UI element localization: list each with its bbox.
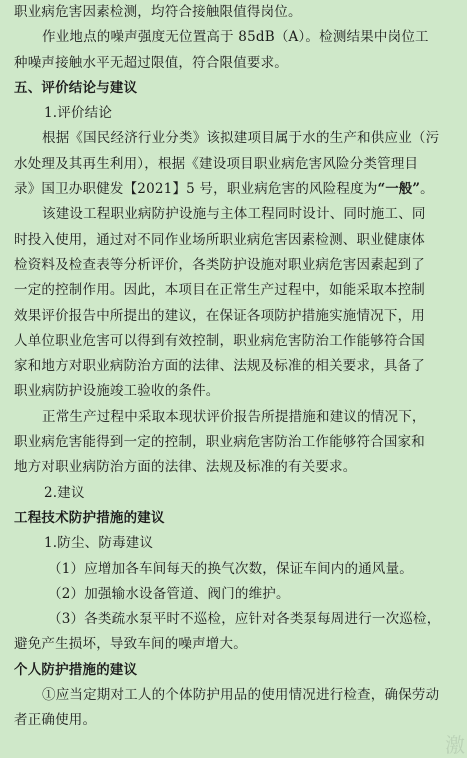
list-item: （3）各类疏水泵平时不巡检，应针对各类泵每周进行一次巡检， bbox=[48, 611, 441, 628]
text-line: 种噪声接触水平无超过限值，符合限值要求。 bbox=[14, 54, 288, 71]
text-line: 时投入使用，通过对不同作业场所职业病危害因素检测、职业健康体 bbox=[14, 231, 425, 248]
text-line: ①应当定期对工人的个体防护用品的使用情况进行检查，确保劳动 bbox=[42, 687, 440, 704]
text-line: 一定的控制作用。因此，本项目在正常生产过程中，如能采取本控制 bbox=[14, 282, 425, 299]
list-item: （2）加强输水设备管道、阀门的维护。 bbox=[48, 585, 290, 602]
text-line: 职业病危害因素检测，均符合接触限值得岗位。 bbox=[14, 4, 302, 20]
section-heading: 个人防护措施的建议 bbox=[14, 661, 138, 678]
text-line: 者正确使用。 bbox=[14, 712, 97, 729]
list-item: （1）应增加各车间每天的换气次数，保证车间内的通风量。 bbox=[48, 560, 413, 577]
text-span: 。 bbox=[420, 181, 434, 198]
risk-level-emphasis: “一般” bbox=[377, 181, 421, 198]
text-line: 避免产生损坏，导致车间的噪声增大。 bbox=[14, 636, 247, 653]
text-line: 人单位职业危害可以得到有效控制，职业病危害防治工作能够符合国 bbox=[14, 332, 425, 349]
section-heading: 工程技术防护措施的建议 bbox=[14, 509, 165, 526]
text-line: 该建设工程职业病防护设施与主体工程同时设计、同时施工、同 bbox=[42, 206, 426, 223]
watermark: 激 bbox=[445, 733, 465, 757]
text-line: 正常生产过程中采取本现状评价报告所提措施和建议的情况下， bbox=[42, 408, 426, 425]
subsection-heading: 2.建议 bbox=[44, 484, 85, 501]
text-line: 地方对职业病防治方面的法律、法规及标准的有关要求。 bbox=[14, 459, 357, 476]
section-heading: 五、评价结论与建议 bbox=[14, 79, 138, 96]
text-line: 效果评价报告中所提出的建议，在保证各项防护措施实施情况下，用 bbox=[14, 307, 425, 324]
text-line: 检资料及检查表等分析评价，各类防护设施对职业病危害因素起到了 bbox=[14, 256, 425, 273]
subsection-heading: 1.防尘、防毒建议 bbox=[44, 535, 154, 552]
text-line: 水处理及其再生利用），根据《建设项目职业病危害风险分类管理目 bbox=[14, 155, 419, 172]
subsection-heading: 1.评价结论 bbox=[44, 105, 113, 122]
text-line: 职业病防护设施竣工验收的条件。 bbox=[14, 383, 220, 400]
text-line: 家和地方对职业病防治方面的法律、法规及标准的相关要求，具备了 bbox=[14, 358, 425, 375]
text-line: 根据《国民经济行业分类》该拟建项目属于水的生产和供应业（污 bbox=[42, 130, 440, 147]
text-line bbox=[14, 177, 453, 202]
text-span: 录》国卫办职健发【2021】5 号，职业病危害的风险程度为 bbox=[14, 181, 378, 198]
text-line: 作业地点的噪声强度无位置高于 85dB（A）。检测结果中岗位工 bbox=[42, 29, 429, 46]
text-line: 职业病危害能得到一定的控制，职业病危害防治工作能够符合国家和 bbox=[14, 434, 425, 451]
